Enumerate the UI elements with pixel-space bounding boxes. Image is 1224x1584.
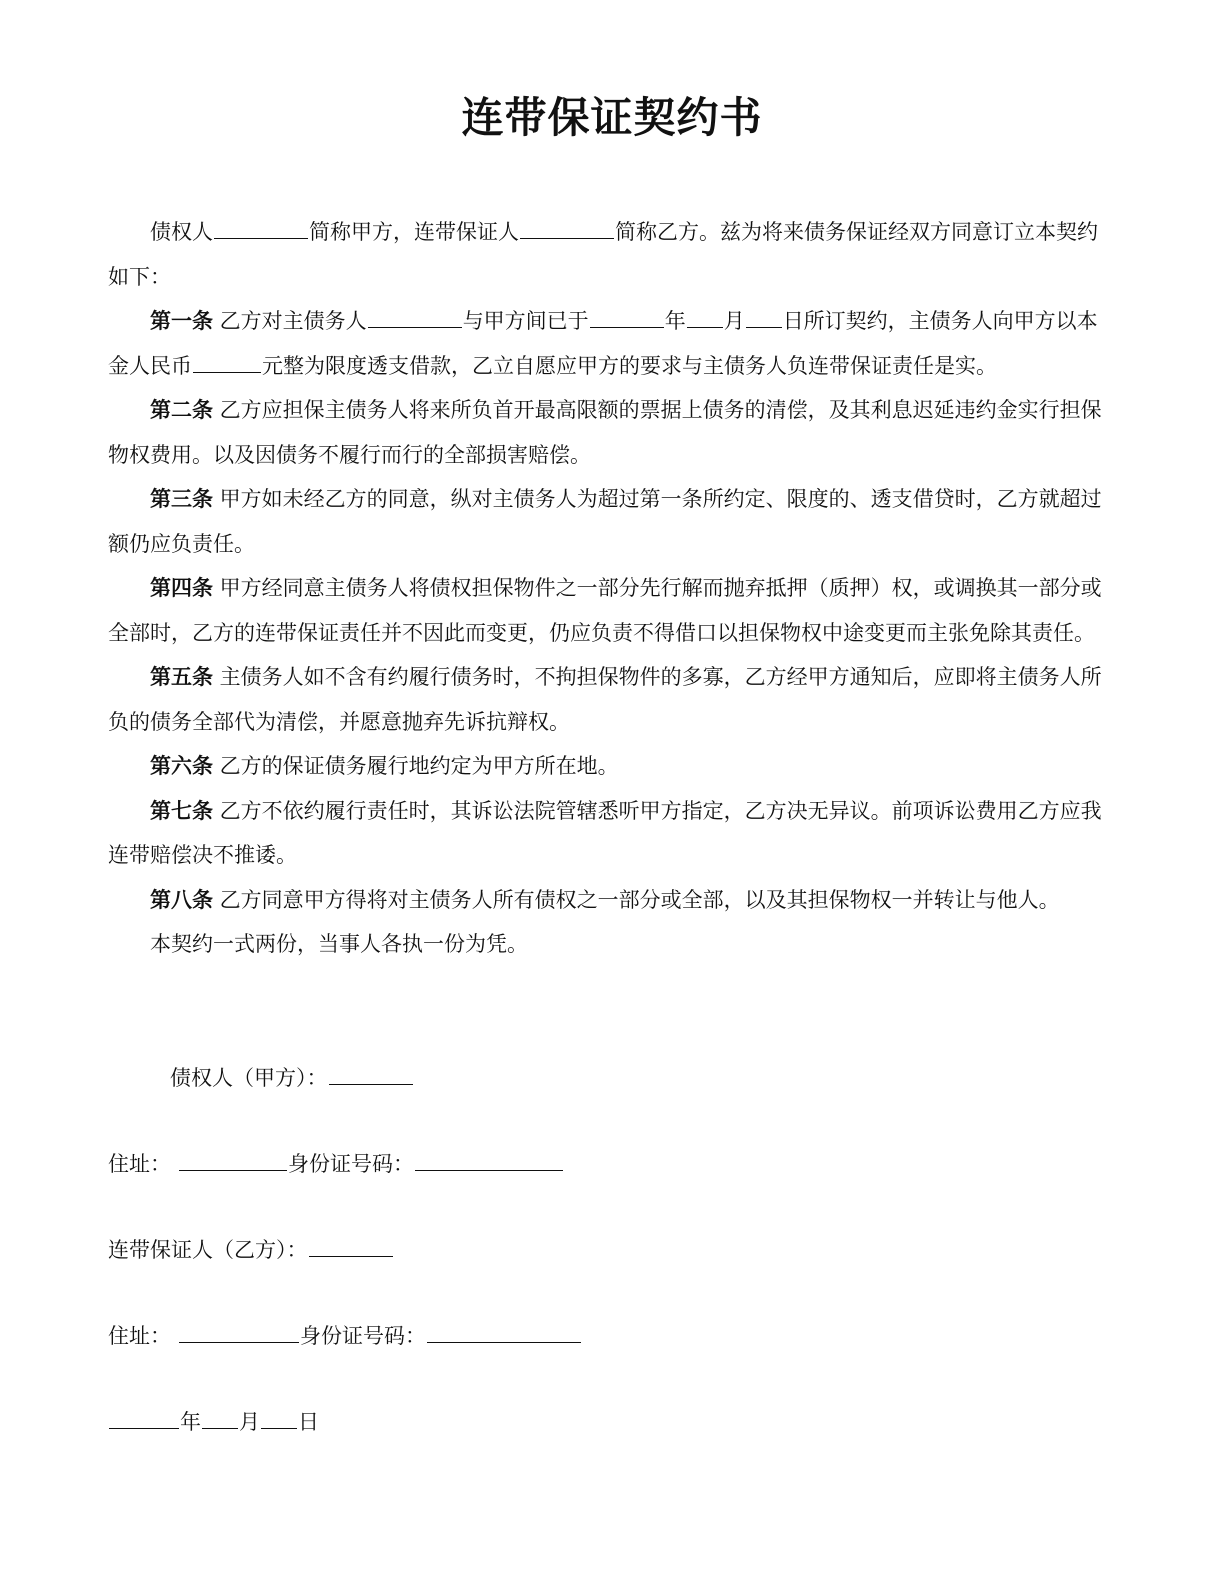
article-4-text: 甲方经同意主债务人将债权担保物件之一部分先行解而抛弃抵押（质押）权，或调换其一部分或全部时，乙方的连带保证责任并不因此而变更，仍应负责不得借口以担保物权中途变更而主张免除其责任。 <box>108 576 1102 645</box>
article-7-label: 第七条 <box>150 798 213 823</box>
article-8 <box>108 878 1118 923</box>
article-3-label: 第三条 <box>150 487 213 511</box>
creditor-id-label: 身份证号码： <box>288 1152 414 1176</box>
intro-text-1: 债权人 <box>150 220 213 244</box>
article-8-text: 乙方同意甲方得将对主债务人所有债权之一部分或全部，以及其担保物权一并转让与他人。 <box>213 887 1060 912</box>
article-1-text-6: 元整为限度透支借款，乙立自愿应甲方的要求与主债务人负连带保证责任是实。 <box>262 353 997 378</box>
creditor-address-line <box>108 1144 564 1179</box>
article-5-label: 第五条 <box>150 665 213 689</box>
article-1-text-5: 日所订契约，主债务人向甲方以本金人民币 <box>108 309 1098 378</box>
article-7-text: 乙方不依约履行责任时，其诉讼法院管辖悉听甲方指定，乙方决无异议。前项诉讼费用乙方应我连带赔偿决不推诿。 <box>108 798 1102 867</box>
principal-amount-blank[interactable] <box>193 346 261 373</box>
article-5 <box>108 655 1118 744</box>
signing-year-label: 年 <box>180 1410 201 1434</box>
article-3-text: 甲方如未经乙方的同意，纵对主债务人为超过第一条所约定、限度的、透支借贷时，乙方就超过额仍应负责任。 <box>108 487 1102 556</box>
contract-body <box>108 210 1118 967</box>
article-1-month: 月 <box>723 309 745 333</box>
article-2-label: 第二条 <box>150 398 213 422</box>
article-1-text-1: 乙方对主债务人 <box>213 309 367 333</box>
guarantor-address-line <box>108 1316 582 1351</box>
guarantor-address-label: 住址： <box>108 1324 171 1348</box>
article-4-label: 第四条 <box>150 576 213 600</box>
debtor-name-blank[interactable] <box>368 301 462 328</box>
signing-month-blank[interactable] <box>202 1402 238 1429</box>
contract-day-blank[interactable] <box>746 301 782 328</box>
article-2-text: 乙方应担保主债务人将来所负首开最高限额的票据上债务的清偿，及其利息迟延违约金实行担保物权费用。以及因债务不履行而行的全部损害赔偿。 <box>108 398 1102 467</box>
creditor-label: 债权人（甲方）： <box>170 1066 328 1090</box>
article-8-label: 第八条 <box>150 887 213 912</box>
signing-day-label: 日 <box>298 1410 319 1434</box>
creditor-name-blank[interactable] <box>214 212 308 239</box>
article-4 <box>108 566 1118 655</box>
creditor-address-blank[interactable] <box>179 1144 287 1171</box>
article-6-text: 乙方的保证债务履行地约定为甲方所在地。 <box>213 754 619 778</box>
guarantor-label: 连带保证人（乙方）： <box>108 1238 308 1262</box>
creditor-address-label: 住址： <box>108 1152 171 1176</box>
signing-date-line <box>108 1402 319 1437</box>
article-7 <box>108 789 1118 878</box>
signing-day-blank[interactable] <box>261 1402 297 1429</box>
creditor-signature-line <box>170 1058 414 1093</box>
article-5-text: 主债务人如不含有约履行债务时，不拘担保物件的多寡，乙方经甲方通知后，应即将主债务人所负的债务全部代为清偿，并愿意抛弃先诉抗辩权。 <box>108 665 1102 734</box>
intro-paragraph <box>108 210 1118 299</box>
article-2 <box>108 388 1118 477</box>
guarantor-address-blank[interactable] <box>179 1316 299 1343</box>
document-title: 连带保证契约书 <box>461 93 763 142</box>
contract-month-blank[interactable] <box>687 301 723 328</box>
article-1-text-2: 与甲方间已于 <box>462 309 589 333</box>
intro-text-2: 简称甲方，连带保证人 <box>309 220 519 244</box>
article-3 <box>108 477 1118 566</box>
guarantor-id-label: 身份证号码： <box>300 1324 426 1348</box>
signing-month-label: 月 <box>239 1410 260 1434</box>
signing-year-blank[interactable] <box>109 1402 179 1429</box>
creditor-id-blank[interactable] <box>415 1144 563 1171</box>
article-6 <box>108 744 1118 789</box>
closing-paragraph: 本契约一式两份，当事人各执一份为凭。 <box>150 932 528 956</box>
guarantor-signature-blank[interactable] <box>309 1230 393 1257</box>
intro-text-3: 简称乙方。兹为将来债务保证经双方同意订立本契约如下： <box>108 220 1098 289</box>
article-1-label: 第一条 <box>150 309 213 333</box>
article-6-label: 第六条 <box>150 754 213 778</box>
guarantor-name-blank[interactable] <box>520 212 614 239</box>
guarantor-id-blank[interactable] <box>427 1316 581 1343</box>
guarantor-signature-line <box>108 1230 394 1265</box>
contract-year-blank[interactable] <box>590 301 664 328</box>
creditor-signature-blank[interactable] <box>329 1058 413 1085</box>
article-1 <box>108 299 1118 388</box>
article-1-year: 年 <box>664 309 686 333</box>
